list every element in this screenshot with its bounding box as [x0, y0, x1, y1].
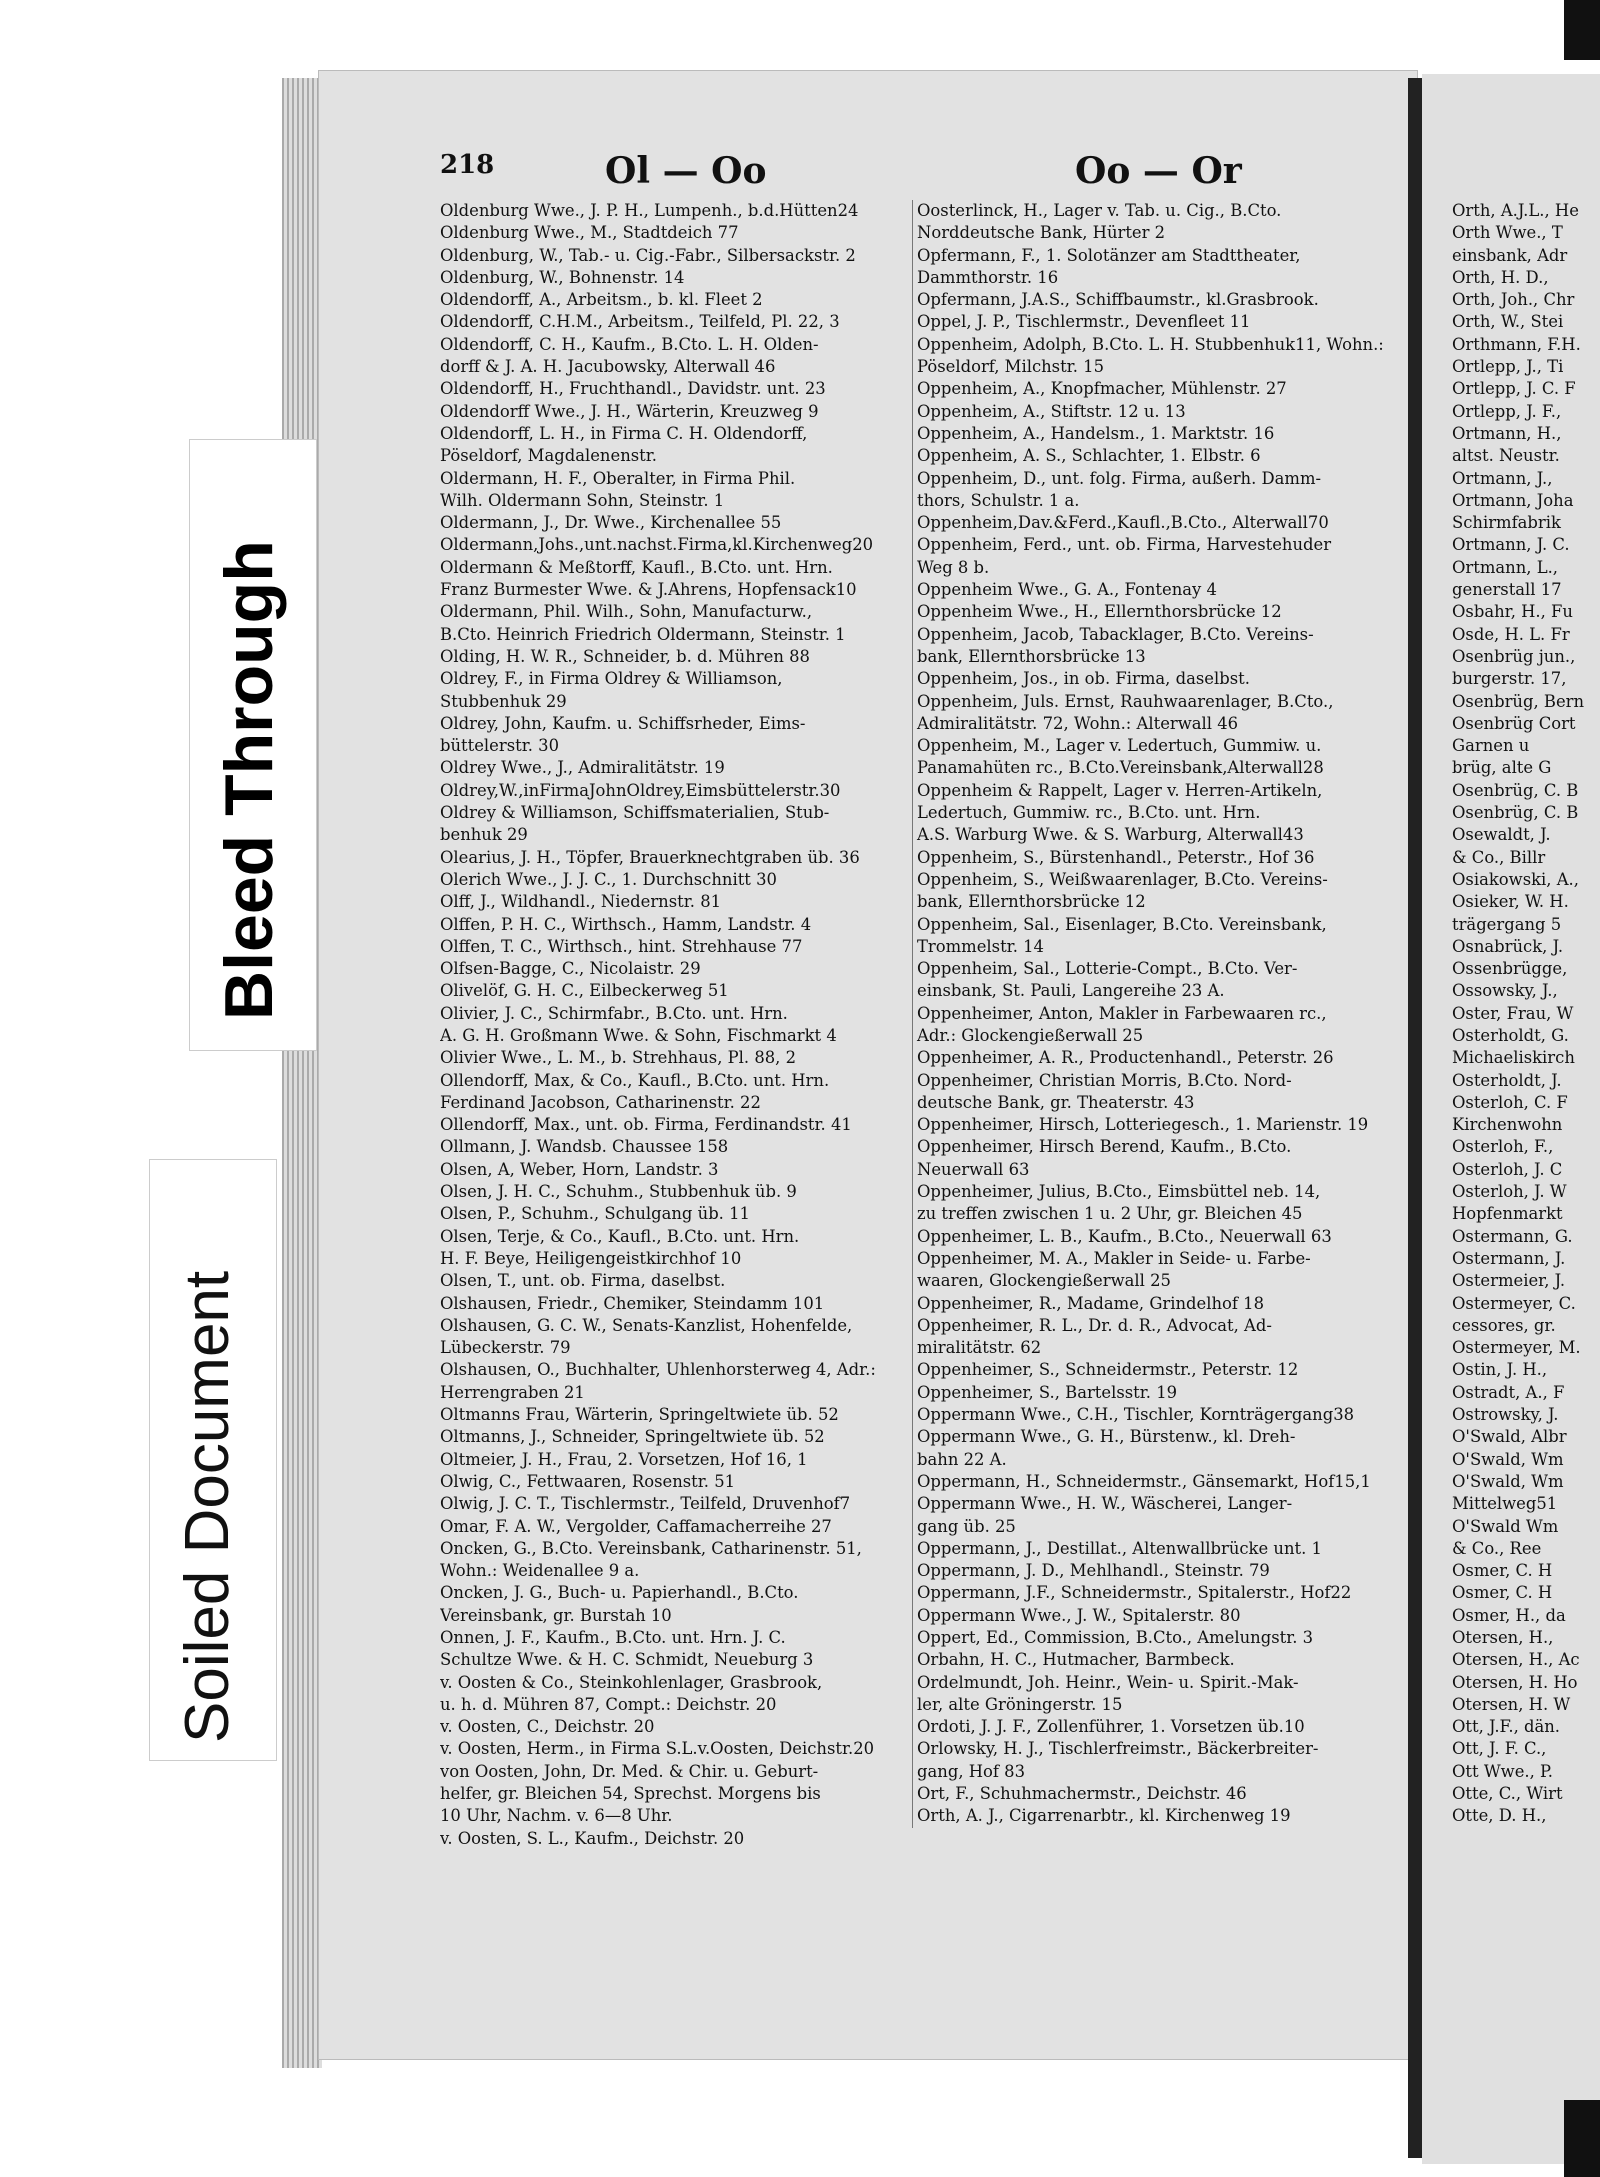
directory-entry: Omar, F. A. W., Vergolder, Caffamacherreihe 27 — [440, 1516, 832, 1536]
directory-entry: bank, Ellernthorsbrücke 12 — [917, 892, 1146, 912]
directory-entry: benhuk 29 — [440, 825, 528, 845]
directory-entry: Olivier Wwe., L. M., b. Strehhaus, Pl. 88, 2 — [440, 1048, 797, 1068]
directory-entry: Oppenheim & Rappelt, Lager v. Herren-Artikeln, — [917, 780, 1323, 800]
directory-entry: & Co., Ree — [1452, 1538, 1542, 1558]
directory-entry: Ortlepp, J., Ti — [1452, 357, 1564, 377]
directory-entry: Oppenheim, A., Stiftstr. 12 u. 13 — [917, 401, 1186, 421]
directory-entry: Ortmann, H., — [1452, 423, 1562, 443]
directory-entry: Otte, C., Wirt — [1452, 1784, 1563, 1804]
directory-entry: Oppermann, J., Destillat., Altenwallbrücke unt. 1 — [917, 1538, 1322, 1558]
directory-entry: Ollendorff, Max., unt. ob. Firma, Ferdinandstr. 41 — [440, 1115, 852, 1135]
directory-entry: Weg 8 b. — [917, 557, 990, 577]
directory-entry: Wilh. Oldermann Sohn, Steinstr. 1 — [440, 490, 725, 510]
directory-entry: Oppermann Wwe., C.H., Tischler, Kornträgergang38 — [917, 1405, 1355, 1425]
directory-entry: Otte, D. H., — [1452, 1806, 1547, 1826]
directory-entry: thors, Schulstr. 1 a. — [917, 490, 1080, 510]
directory-entry: Neuerwall 63 — [917, 1159, 1030, 1179]
directory-entry: Osmer, C. H — [1452, 1561, 1553, 1581]
directory-entry: Olff, J., Wildhandl., Niedernstr. 81 — [440, 892, 722, 912]
directory-entry: Ortmann, L., — [1452, 557, 1559, 577]
directory-entry: Oppenheim, Sal., Lotterie-Compt., B.Cto. Ver- — [917, 959, 1298, 979]
directory-entry: Ostermeier, J. — [1452, 1271, 1566, 1291]
page-stack-edge — [282, 78, 322, 2068]
directory-entry: Oppenheimer, Hirsch Berend, Kaufm., B.Cto. — [917, 1137, 1292, 1157]
directory-entry: bank, Ellernthorsbrücke 13 — [917, 646, 1146, 666]
directory-entry: v. Oosten, S. L., Kaufm., Deichstr. 20 — [440, 1828, 745, 1848]
directory-entry: Vereinsbank, gr. Burstah 10 — [440, 1605, 672, 1625]
directory-entry: u. h. d. Mühren 87, Compt.: Deichstr. 20 — [440, 1694, 777, 1714]
directory-entry: Oldrey,W.,inFirmaJohnOldrey,Eimsbüttelerstr.30 — [440, 780, 841, 800]
directory-entry: Ordoti, J. J. F., Zollenführer, 1. Vorsetzen üb.10 — [917, 1717, 1305, 1737]
directory-entry: Osenbrüg, Bern — [1452, 691, 1585, 711]
directory-entry: Opfermann, J.A.S., Schiffbaumstr., kl.Grasbrook. — [917, 290, 1319, 310]
directory-entry: Wohn.: Weidenallee 9 a. — [440, 1561, 640, 1581]
directory-entry: Ott Wwe., P. — [1452, 1761, 1553, 1781]
directory-entry: Ort, F., Schuhmachermstr., Deichstr. 46 — [917, 1784, 1247, 1804]
directory-entry: Otersen, H., — [1452, 1628, 1554, 1647]
directory-entry: Orth, W., Stei — [1452, 312, 1564, 332]
directory-entry: 10 Uhr, Nachm. v. 6—8 Uhr. — [440, 1806, 673, 1826]
directory-entry: Oncken, J. G., Buch- u. Papierhandl., B.Cto. — [440, 1583, 799, 1603]
directory-entry: Olivier, J. C., Schirmfabr., B.Cto. unt. Hrn. — [440, 1003, 788, 1023]
directory-entry: Osnabrück, J. — [1452, 936, 1564, 956]
directory-entry: O'Swald Wm — [1452, 1516, 1559, 1536]
directory-entry: Olding, H. W. R., Schneider, b. d. Mühren 88 — [440, 646, 810, 666]
directory-entry: Oppermann, J. D., Mehlhandl., Steinstr. 79 — [917, 1561, 1270, 1581]
directory-entry: Oldenburg Wwe., M., Stadtdeich 77 — [440, 223, 739, 243]
directory-entry: Ordelmundt, Joh. Heinr., Wein- u. Spirit.-Mak- — [917, 1672, 1299, 1692]
soiled-document-label — [150, 1160, 276, 1760]
directory-column-left — [440, 200, 910, 1850]
directory-entry: Oppenheim, Jos., in ob. Firma, daselbst. — [917, 669, 1250, 689]
directory-entry: Orbahn, H. C., Hutmacher, Barmbeck. — [917, 1650, 1235, 1670]
directory-entry: Oppenheim,Dav.&Ferd.,Kaufl.,B.Cto., Alterwall70 — [917, 513, 1329, 533]
directory-entry: Ostermann, J. — [1452, 1248, 1566, 1268]
directory-entry: Oppenheim, A. S., Schlachter, 1. Elbstr. 6 — [917, 446, 1261, 466]
directory-entry: Olshausen, G. C. W., Senats-Kanzlist, Hohenfelde, — [440, 1315, 853, 1335]
directory-entry: Onnen, J. F., Kaufm., B.Cto. unt. Hrn. J. C. — [440, 1628, 786, 1647]
directory-entry: einsbank, Adr — [1452, 245, 1568, 265]
directory-entry: einsbank, St. Pauli, Langereihe 23 A. — [917, 981, 1225, 1001]
directory-entry: Norddeutsche Bank, Hürter 2 — [917, 223, 1166, 243]
directory-entry: Oppenheimer, A. R., Productenhandl., Peterstr. 26 — [917, 1048, 1334, 1068]
directory-entry: Herrengraben 21 — [440, 1382, 585, 1402]
directory-entry: Osmer, C. H — [1452, 1583, 1553, 1603]
directory-entry: trägergang 5 — [1452, 914, 1562, 934]
directory-entry: cessores, gr. — [1452, 1315, 1556, 1335]
directory-entry: Osbahr, H., Fu — [1452, 602, 1573, 622]
directory-entry: Olearius, J. H., Töpfer, Brauerknechtgraben üb. 36 — [440, 847, 860, 867]
directory-entry: Oppermann Wwe., J. W., Spitalerstr. 80 — [917, 1605, 1241, 1625]
directory-entry: Otersen, H. W — [1452, 1694, 1571, 1714]
directory-entry: Olshausen, O., Buchhalter, Uhlenhorsterweg 4, Adr.: — [440, 1360, 876, 1380]
directory-entry: Oldrey & Williamson, Schiffsmaterialien, Stub- — [440, 803, 830, 823]
directory-entry: gang, Hof 83 — [917, 1761, 1026, 1781]
directory-entry: waaren, Glockengießerwall 25 — [917, 1271, 1171, 1291]
directory-entry: Oppenheimer, Christian Morris, B.Cto. Nord- — [917, 1070, 1292, 1090]
directory-entry: Oldermann, J., Dr. Wwe., Kirchenallee 55 — [440, 513, 782, 533]
directory-entry: Ledertuch, Gummiw. rc., B.Cto. unt. Hrn. — [917, 803, 1261, 823]
directory-entry: Franz Burmester Wwe. & J.Ahrens, Hopfensack10 — [440, 580, 857, 600]
directory-entry: B.Cto. Heinrich Friedrich Oldermann, Steinstr. 1 — [440, 624, 846, 644]
directory-entry: Oppenheimer, S., Bartelsstr. 19 — [917, 1382, 1178, 1402]
directory-entry: Oldrey, F., in Firma Oldrey & Williamson, — [440, 669, 783, 689]
directory-entry: Orth Wwe., T — [1452, 223, 1563, 243]
directory-entry: von Oosten, John, Dr. Med. & Chir. u. Geburt- — [440, 1761, 819, 1781]
directory-entry: Olsen, J. H. C., Schuhm., Stubbenhuk üb. 9 — [440, 1182, 797, 1202]
directory-entry: Ollmann, J. Wandsb. Chaussee 158 — [440, 1137, 729, 1157]
directory-entry: Osenbrüg, C. B — [1452, 803, 1579, 823]
directory-entry: Oppenheim, Adolph, B.Cto. L. H. Stubbenhuk11, Wohn.: — [917, 334, 1384, 354]
directory-entry: Ollendorff, Max, & Co., Kaufl., B.Cto. unt. Hrn. — [440, 1070, 830, 1090]
directory-entry: Oppenheimer, S., Schneidermstr., Peterstr. 12 — [917, 1360, 1299, 1380]
directory-entry: v. Oosten, C., Deichstr. 20 — [440, 1717, 655, 1737]
directory-entry: Ostradt, A., F — [1452, 1382, 1565, 1402]
directory-entry: Oppenheim, M., Lager v. Ledertuch, Gummiw. u. — [917, 736, 1322, 756]
directory-entry: Olfsen-Bagge, C., Nicolaistr. 29 — [440, 959, 701, 979]
directory-entry: Ortlepp, J. F., — [1452, 401, 1562, 421]
directory-entry: Ossenbrügge, — [1452, 959, 1568, 979]
directory-entry: Oppermann Wwe., G. H., Bürstenw., kl. Dreh- — [917, 1427, 1296, 1447]
directory-entry: Admiralitätstr. 72, Wohn.: Alterwall 46 — [917, 713, 1239, 733]
directory-entry: Olsen, A, Weber, Horn, Landstr. 3 — [440, 1159, 719, 1179]
directory-entry: Ostrowsky, J. — [1452, 1405, 1559, 1425]
directory-entry: Oppenheimer, R. L., Dr. d. R., Advocat, Ad- — [917, 1315, 1272, 1335]
directory-entry: Osmer, H., da — [1452, 1605, 1566, 1625]
directory-entry: Oltmanns, J., Schneider, Springeltwiete üb. 52 — [440, 1427, 825, 1447]
directory-entry: Oldermann, Phil. Wilh., Sohn, Manufacturw., — [440, 602, 813, 622]
directory-entry: Oppermann Wwe., H. W., Wäscherei, Langer- — [917, 1494, 1293, 1514]
directory-entry: Oppenheim, Ferd., unt. ob. Firma, Harvestehuder — [917, 535, 1332, 555]
directory-entry: Oppermann, J.F., Schneidermstr., Spitalerstr., Hof22 — [917, 1583, 1352, 1603]
directory-entry: büttelerstr. 30 — [440, 736, 560, 756]
directory-entry: Oldrey Wwe., J., Admiralitätstr. 19 — [440, 758, 725, 778]
page-number: 218 — [440, 150, 495, 180]
directory-entry: Osenbrüg Cort — [1452, 713, 1576, 733]
directory-entry: O'Swald, Wm — [1452, 1449, 1564, 1469]
directory-entry: Oldendorff, C. H., Kaufm., B.Cto. L. H. Olden- — [440, 334, 819, 354]
directory-entry: zu treffen zwischen 1 u. 2 Uhr, gr. Bleichen 45 — [917, 1204, 1303, 1224]
directory-entry: Oosterlinck, H., Lager v. Tab. u. Cig., B.Cto. — [917, 201, 1282, 220]
directory-entry: Otersen, H., Ac — [1452, 1650, 1580, 1670]
directory-entry: helfer, gr. Bleichen 54, Sprechst. Morgens bis — [440, 1784, 821, 1804]
directory-entry: Ostin, J. H., — [1452, 1360, 1548, 1380]
directory-entry: Oppenheim, A., Knopfmacher, Mühlenstr. 27 — [917, 379, 1287, 399]
directory-entry: Olsen, T., unt. ob. Firma, daselbst. — [440, 1271, 726, 1291]
directory-entry: Ostermann, G. — [1452, 1226, 1573, 1246]
directory-entry: Oppenheim Wwe., H., Ellernthorsbrücke 12 — [917, 602, 1282, 622]
directory-entry: Osiakowski, A., — [1452, 869, 1579, 889]
directory-entry: Ferdinand Jacobson, Catharinenstr. 22 — [440, 1092, 761, 1112]
directory-entry: gang üb. 25 — [917, 1516, 1016, 1536]
directory-entry: Ott, J.F., dän. — [1452, 1717, 1561, 1737]
directory-entry: Trommelstr. 14 — [917, 936, 1044, 956]
directory-entry: O'Swald, Wm — [1452, 1471, 1564, 1491]
directory-entry: miralitätstr. 62 — [917, 1338, 1042, 1358]
directory-entry: Ossowsky, J., — [1452, 981, 1558, 1001]
directory-entry: v. Oosten & Co., Steinkohlenlager, Grasbrook, — [440, 1672, 823, 1692]
directory-entry: Oldendorff, H., Fruchthandl., Davidstr. unt. 23 — [440, 379, 826, 399]
directory-entry: H. F. Beye, Heiligengeistkirchhof 10 — [440, 1248, 742, 1268]
directory-entry: Oldenburg, W., Bohnenstr. 14 — [440, 267, 685, 287]
clip-tab-bottom — [1564, 2100, 1600, 2177]
directory-entry: Orlowsky, H. J., Tischlerfreimstr., Bäckerbreiter- — [917, 1739, 1319, 1759]
directory-entry: Otersen, H. Ho — [1452, 1672, 1578, 1692]
directory-entry: ler, alte Gröningerstr. 15 — [917, 1694, 1123, 1714]
directory-entry: Oppenheimer, Julius, B.Cto., Eimsbüttel neb. 14, — [917, 1182, 1321, 1202]
directory-entry: Ostermeyer, C. — [1452, 1293, 1576, 1313]
directory-entry: Oldenburg, W., Tab.- u. Cig.-Fabr., Silbersackstr. 2 — [440, 245, 856, 265]
directory-entry: & Co., Billr — [1452, 847, 1546, 867]
directory-entry: Orth, Joh., Chr — [1452, 290, 1575, 310]
directory-entry: A. G. H. Großmann Wwe. & Sohn, Fischmarkt 4 — [440, 1025, 837, 1045]
directory-entry: dorff & J. A. H. Jacubowsky, Alterwall 46 — [440, 357, 776, 377]
directory-entry: Orth, A. J., Cigarrenarbtr., kl. Kirchenweg 19 — [917, 1806, 1291, 1826]
directory-entry: Olivelöf, G. H. C., Eilbeckerweg 51 — [440, 981, 729, 1001]
directory-entry: Olwig, J. C. T., Tischlermstr., Teilfeld, Druvenhof7 — [440, 1494, 851, 1514]
directory-entry: Ortlepp, J. C. F — [1452, 379, 1576, 399]
directory-entry: Olshausen, Friedr., Chemiker, Steindamm 101 — [440, 1293, 825, 1313]
directory-entry: Olsen, P., Schuhm., Schulgang üb. 11 — [440, 1204, 750, 1224]
directory-entry: bahn 22 A. — [917, 1449, 1007, 1469]
directory-entry: Oncken, G., B.Cto. Vereinsbank, Catharinenstr. 51, — [440, 1538, 862, 1558]
directory-entry: Olerich Wwe., J. J. C., 1. Durchschnitt 30 — [440, 869, 777, 889]
directory-entry: Oppenheim, D., unt. folg. Firma, außerh. Damm- — [917, 468, 1322, 488]
directory-entry: v. Oosten, Herm., in Firma S.L.v.Oosten, Deichstr.20 — [440, 1739, 875, 1759]
directory-entry: Oppenheim, Sal., Eisenlager, B.Cto. Vereinsbank, — [917, 914, 1327, 934]
directory-column-facing-page — [1452, 200, 1600, 1828]
directory-entry: Orth, H. D., — [1452, 267, 1549, 287]
directory-entry: Oldendorff Wwe., J. H., Wärterin, Kreuzweg 9 — [440, 401, 819, 421]
directory-entry: Osterloh, C. F — [1452, 1092, 1568, 1112]
directory-entry: Schirmfabrik — [1452, 513, 1561, 533]
directory-entry: Oppel, J. P., Tischlermstr., Devenfleet 11 — [917, 312, 1251, 332]
directory-entry: Oltmanns Frau, Wärterin, Springeltwiete üb. 52 — [440, 1405, 839, 1425]
directory-entry: Osterholdt, J. — [1452, 1070, 1562, 1090]
directory-entry: Osenbrüg, C. B — [1452, 780, 1579, 800]
directory-entry: Oppenheim, Juls. Ernst, Rauhwaarenlager, B.Cto., — [917, 691, 1334, 711]
directory-entry: Olffen, P. H. C., Wirthsch., Hamm, Landstr. 4 — [440, 914, 812, 934]
directory-entry: generstall 17 — [1452, 580, 1562, 600]
right-running-head: Oo — Or — [1075, 150, 1242, 192]
directory-entry: Oppermann, H., Schneidermstr., Gänsemarkt, Hof15,1 — [917, 1471, 1371, 1491]
directory-entry: Osde, H. L. Fr — [1452, 624, 1570, 644]
directory-entry: Oldermann,Johs.,unt.nachst.Firma,kl.Kirchenweg20 — [440, 535, 874, 555]
clip-tab-top — [1564, 0, 1600, 60]
directory-entry: Mittelweg51 — [1452, 1494, 1558, 1514]
directory-entry: Orth, A.J.L., He — [1452, 201, 1579, 220]
directory-entry: Osterloh, F., — [1452, 1137, 1554, 1157]
directory-entry: Opfermann, F., 1. Solotänzer am Stadttheater, — [917, 245, 1301, 265]
directory-entry: Garnen u — [1452, 736, 1530, 756]
directory-entry: Oppenheim, S., Weißwaarenlager, B.Cto. Vereins- — [917, 869, 1328, 889]
directory-entry: O'Swald, Albr — [1452, 1427, 1567, 1447]
directory-entry: Schultze Wwe. & H. C. Schmidt, Neueburg 3 — [440, 1650, 814, 1670]
directory-entry: Stubbenhuk 29 — [440, 691, 567, 711]
directory-entry: Dammthorstr. 16 — [917, 267, 1059, 287]
directory-entry: Osterloh, J. W — [1452, 1182, 1567, 1202]
left-running-head: Ol — Oo — [605, 150, 767, 192]
directory-entry: Hopfenmarkt — [1452, 1204, 1563, 1224]
directory-entry: Oster, Frau, W — [1452, 1003, 1574, 1023]
directory-entry: Oltmeier, J. H., Frau, 2. Vorsetzen, Hof 16, 1 — [440, 1449, 808, 1469]
directory-entry: deutsche Bank, gr. Theaterstr. 43 — [917, 1092, 1195, 1112]
directory-entry: Ortmann, J., — [1452, 468, 1553, 488]
directory-entry: Osewaldt, J. — [1452, 825, 1551, 845]
directory-entry: Oppert, Ed., Commission, B.Cto., Amelungstr. 3 — [917, 1628, 1314, 1647]
directory-entry: Olsen, Terje, & Co., Kaufl., B.Cto. unt. Hrn. — [440, 1226, 800, 1246]
directory-entry: Oldermann, H. F., Oberalter, in Firma Phil. — [440, 468, 796, 488]
bleed-through-label — [190, 440, 316, 1050]
directory-entry: Osenbrüg jun., — [1452, 646, 1576, 666]
bleed-through-text: Bleed Through — [211, 540, 287, 1020]
directory-entry: Oppenheim, S., Bürstenhandl., Peterstr., Hof 36 — [917, 847, 1315, 867]
directory-entry: Ortmann, J. C. — [1452, 535, 1570, 555]
directory-entry: burgerstr. 17, — [1452, 669, 1567, 689]
directory-entry: Oppenheimer, Hirsch, Lotteriegesch., 1. Marienstr. 19 — [917, 1115, 1369, 1135]
directory-entry: Pöseldorf, Magdalenenstr. — [440, 446, 657, 466]
directory-entry: Ortmann, Joha — [1452, 490, 1574, 510]
directory-entry: Orthmann, F.H. — [1452, 334, 1581, 354]
directory-entry: Oldermann & Meßtorff, Kaufl., B.Cto. unt. Hrn. — [440, 557, 833, 577]
directory-entry: Adr.: Glockengießerwall 25 — [917, 1025, 1144, 1045]
directory-entry: Oppenheimer, L. B., Kaufm., B.Cto., Neuerwall 63 — [917, 1226, 1332, 1246]
directory-entry: Ostermeyer, M. — [1452, 1338, 1581, 1358]
directory-entry: Oldenburg Wwe., J. P. H., Lumpenh., b.d.Hütten24 — [440, 201, 859, 220]
directory-column-middle — [912, 200, 1387, 1828]
directory-entry: Olwig, C., Fettwaaren, Rosenstr. 51 — [440, 1471, 736, 1491]
directory-entry: Michaeliskirch — [1452, 1048, 1575, 1068]
book-gutter — [1408, 78, 1422, 2158]
directory-entry: Olffen, T. C., Wirthsch., hint. Strehhause 77 — [440, 936, 803, 956]
directory-entry: Ott, J. F. C., — [1452, 1739, 1547, 1759]
directory-entry: Oppenheimer, Anton, Makler in Farbewaaren rc., — [917, 1003, 1327, 1023]
directory-entry: altst. Neustr. — [1452, 446, 1560, 466]
directory-entry: Oldendorff, L. H., in Firma C. H. Oldendorff, — [440, 423, 808, 443]
directory-entry: Oppenheim, A., Handelsm., 1. Marktstr. 16 — [917, 423, 1275, 443]
directory-entry: Oldendorff, A., Arbeitsm., b. kl. Fleet 2 — [440, 290, 763, 310]
directory-entry: Osterloh, J. C — [1452, 1159, 1563, 1179]
directory-entry: Pöseldorf, Milchstr. 15 — [917, 357, 1104, 377]
directory-entry: Kirchenwohn — [1452, 1115, 1563, 1135]
directory-entry: Oppenheimer, R., Madame, Grindelhof 18 — [917, 1293, 1265, 1313]
directory-entry: Lübeckerstr. 79 — [440, 1338, 571, 1358]
directory-entry: brüg, alte G — [1452, 758, 1552, 778]
directory-entry: Oppenheimer, M. A., Makler in Seide- u. Farbe- — [917, 1248, 1311, 1268]
directory-entry: Oppenheim, Jacob, Tabacklager, B.Cto. Vereins- — [917, 624, 1314, 644]
directory-entry: Oppenheim Wwe., G. A., Fontenay 4 — [917, 580, 1217, 600]
directory-entry: Osterholdt, G. — [1452, 1025, 1569, 1045]
directory-entry: A.S. Warburg Wwe. & S. Warburg, Alterwall43 — [917, 825, 1304, 845]
directory-entry: Panamahüten rc., B.Cto.Vereinsbank,Alterwall28 — [917, 758, 1324, 778]
directory-entry: Osieker, W. H. — [1452, 892, 1569, 912]
directory-entry: Oldrey, John, Kaufm. u. Schiffsrheder, Eims- — [440, 713, 806, 733]
directory-entry: Oldendorff, C.H.M., Arbeitsm., Teilfeld, Pl. 22, 3 — [440, 312, 840, 332]
soiled-document-text: Soiled Document — [173, 1270, 242, 1743]
